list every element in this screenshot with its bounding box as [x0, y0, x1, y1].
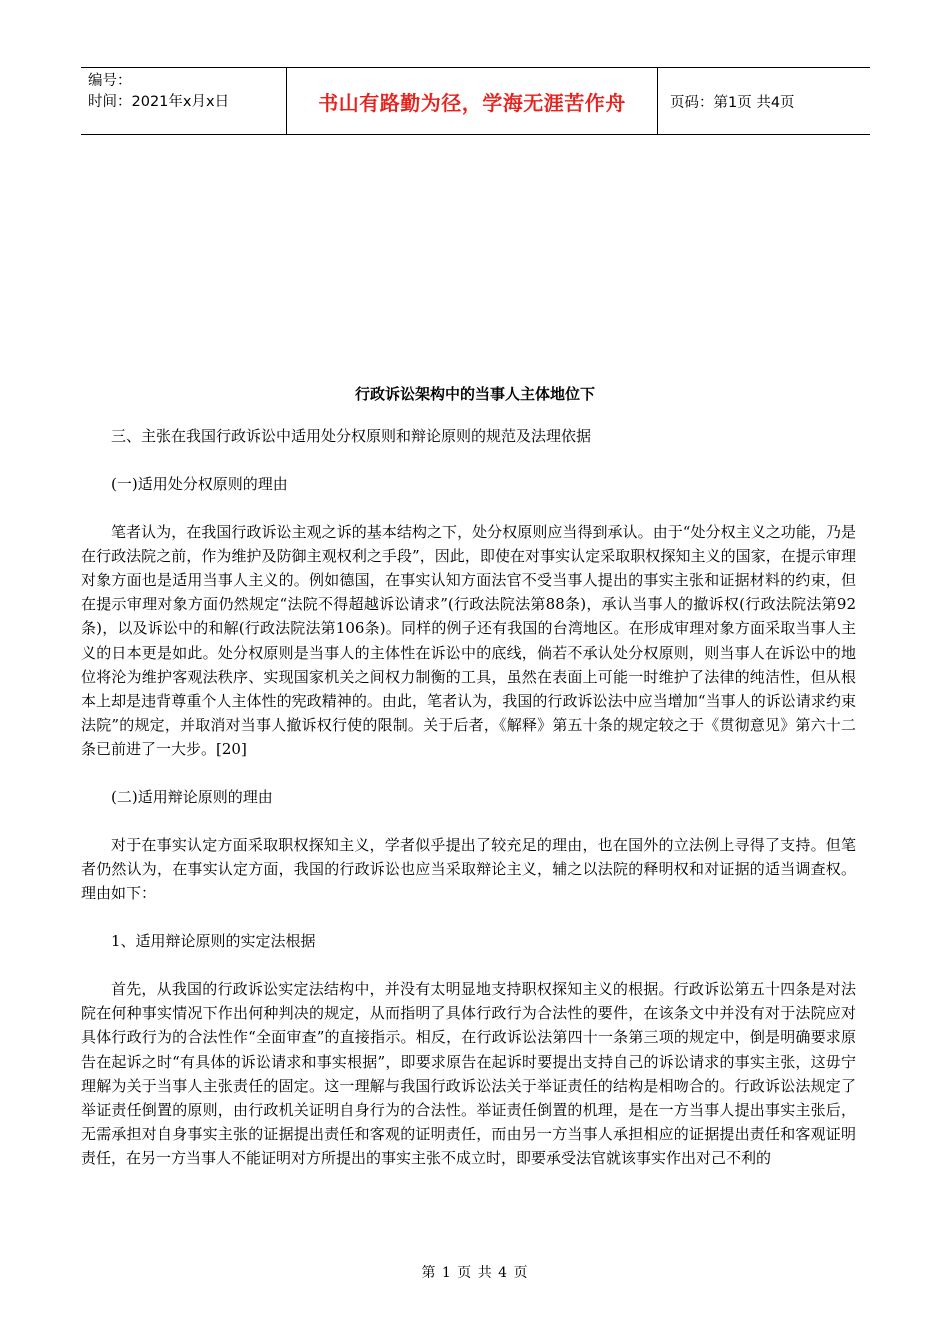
document-title: 行政诉讼架构中的当事人主体地位下: [354, 385, 595, 403]
document-header: [81, 67, 870, 135]
subsection-heading: 1、适用辩论原则的实定法根据: [111, 932, 316, 951]
paragraph: 对于在事实认定方面采取职权探知主义，学者似乎提出了较充足的理由，也在国外的立法例上寻得了支持。但笔者仍然认为，在事实认定方面，我国的行政诉讼也应当采取辩论主义，辅之以法院的释明权和对证据的适当调查权。理由如下：: [81, 836, 856, 903]
time-label: 时间：2021年x月x日: [88, 94, 230, 110]
header-motto-cell: [287, 68, 658, 135]
header-meta: [81, 68, 287, 135]
subsection-heading: (二)适用辩论原则的理由: [111, 788, 273, 807]
section-heading: 三、主张在我国行政诉讼中适用处分权原则和辩论原则的规范及法理依据: [111, 427, 592, 445]
motto: 书山有路勤为径，学海无涯苦作舟: [318, 90, 626, 115]
page-code: 页码：第1页 共4页: [658, 68, 871, 135]
paragraph: 笔者认为，在我国行政诉讼主观之诉的基本结构之下，处分权原则应当得到承认。由于“处分权主义之功能，乃是在行政法院之前，作为维护及防御主观权利之手段”，因此，即使在对事实认定采取职权探知主义的国家，在提示审理对象方面也是适用当事人主义的。例如德国，在事实认知方面法官不受当事人提出的事实主张和证据材料的约束，但在提示审理对象方面仍然规定“法院不得超越诉讼请求”(行政法院法第88条)，承认当事人的撤诉权(行政法院法第92条)，以及诉讼中的和解(行政法院法第106条)。同样的例子还有我国的台湾地区。在形成审理对象方面采取当事人主义的日本更是如此。处分权原则是当事人的主体性在诉讼中的底线，倘若不承认处分权原则，则当事人在诉讼中的地位将沦为维护客观法秩序、实现国家机关之间权力制衡的工具，虽然在表面上可能一时维护了法律的纯洁性，但从根本上却是违背尊重个人主体性的宪政精神的。由此，笔者认为，我国的行政诉讼法中应当增加“当事人的诉讼请求约束法院”的规定，并取消对当事人撤诉权行使的限制。关于后者，《解释》第五十条的规定较之于《贯彻意见》第六十二条已前进了一大步。[20]: [81, 522, 856, 759]
subsection-heading: (一)适用处分权原则的理由: [111, 474, 288, 493]
page-footer: 第 1 页 共 4 页: [421, 1265, 529, 1281]
paragraph: 首先，从我国的行政诉讼实定法结构中，并没有太明显地支持职权探知主义的根据。行政诉讼第五十四条是对法院在何种事实情况下作出何种判决的规定，从而指明了具体行政行为合法性的要件，在该条文中并没有对于法院应对具体行政行为的合法性作“全面审查”的直接指示。相反，在行政诉讼法第四十一条第三项的规定中，倒是明确要求原告在起诉之时“有具体的诉讼请求和事实根据”，即要求原告在起诉时要提出支持自己的诉讼请求的事实主张，这毋宁理解为关于当事人主张责任的固定。这一理解与我国行政诉讼法关于举证责任的结构是相吻合的。行政诉讼法规定了举证责任倒置的原则，由行政机关证明自身行为的合法性。举证责任倒置的机理，是在一方当事人提出事实主张后，无需承担对自身事实主张的证据提出责任和客观的证明责任，而由另一方当事人承担相应的证据提出责任和客观证明责任，在另一方当事人不能证明对方所提出的事实主张不成立时，即要承受法官就该事实作出对己不利的: [81, 980, 856, 1168]
number-label: 编号：: [88, 73, 132, 89]
document-body: [81, 424, 856, 1194]
